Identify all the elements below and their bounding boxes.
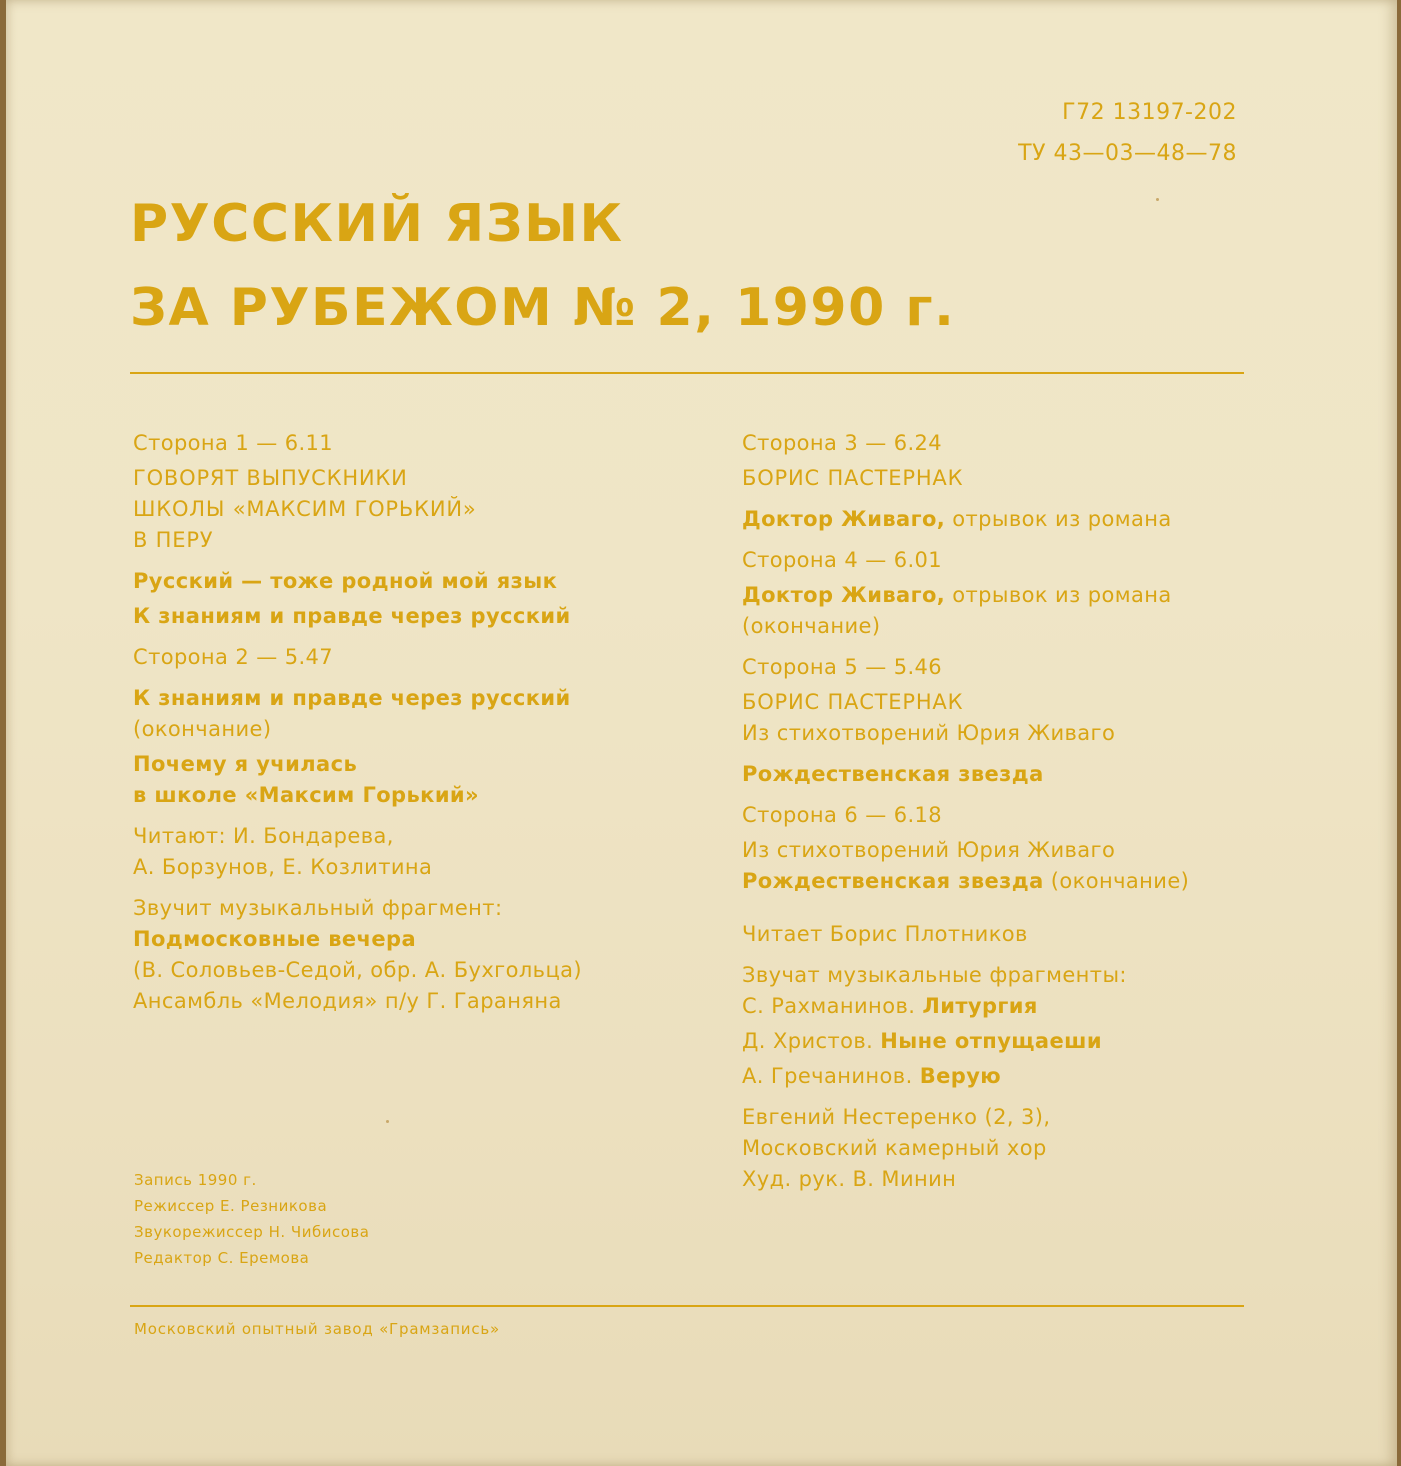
side-6-label: Сторона 6 — 6.18 [742, 803, 943, 827]
poems-from: Из стихотворений Юрия Живаго [742, 721, 1116, 745]
author-2: БОРИС ПАСТЕРНАК [742, 690, 964, 714]
ensemble: Ансамбль «Мелодия» п/у Г. Гараняна [133, 989, 562, 1013]
music-2-title: Ныне отпущаеши [880, 1029, 1102, 1053]
music-title: Подмосковные вечера [133, 927, 417, 951]
track-3-note: (окончание) [133, 717, 272, 741]
side-2-label: Сторона 2 — 5.47 [133, 645, 334, 669]
music-1-title: Литургия [922, 994, 1038, 1018]
poem-2: Рождественская звезда [742, 869, 1044, 893]
readers-line-1: Читают: И. Бондарева, [133, 824, 394, 848]
reader: Читает Борис Плотников [742, 922, 1028, 946]
production-credits [134, 1167, 369, 1271]
side-5-label: Сторона 5 — 5.46 [742, 655, 943, 679]
title-line-2: ЗА РУБЕЖОМ № 2, 1990 г. [130, 278, 956, 338]
author-1: БОРИС ПАСТЕРНАК [742, 466, 964, 490]
work-2-title: Доктор Живаго, [742, 583, 946, 607]
music-3-author: А. Гречанинов. [742, 1064, 920, 1088]
bottom-divider [130, 1305, 1244, 1307]
work-2-note: отрывок из романа [945, 583, 1172, 607]
side-1-label: Сторона 1 — 6.11 [133, 431, 334, 455]
sound-engineer-credit: Звукорежиссер Н. Чибисова [134, 1223, 370, 1241]
music-2-author: Д. Христов. [742, 1029, 881, 1053]
track-4-line-1: Почему я училась [133, 752, 358, 776]
performers-line-1: Евгений Нестеренко (2, 3), [742, 1105, 1051, 1129]
editor-credit: Редактор С. Еремова [134, 1249, 310, 1267]
side-1-heading-line-2: ШКОЛЫ «МАКСИМ ГОРЬКИЙ» [133, 497, 477, 521]
music-1-author: С. Рахманинов. [742, 994, 923, 1018]
catalog-number: Г72 13197-202 [1062, 100, 1237, 125]
left-column [133, 428, 693, 1017]
track-3: К знаниям и правде через русский [133, 686, 571, 710]
poem-1: Рождественская звезда [742, 762, 1044, 786]
side-1-heading-line-1: ГОВОРЯТ ВЫПУСКНИКИ [133, 466, 408, 490]
music-3-title: Верую [919, 1064, 1002, 1088]
poem-2-note: (окончание) [1043, 869, 1190, 893]
track-4-line-2: в школе «Максим Горький» [133, 783, 480, 807]
director-credit: Режиссер Е. Резникова [134, 1197, 328, 1215]
side-4-label: Сторона 4 — 6.01 [742, 548, 943, 572]
readers-line-2: А. Борзунов, Е. Козлитина [133, 855, 433, 879]
title-line-1: РУССКИЙ ЯЗЫК [130, 194, 624, 254]
top-divider [130, 372, 1244, 374]
paper-speck [386, 1120, 389, 1123]
recording-year: Запись 1990 г. [134, 1171, 257, 1189]
work-1-title: Доктор Живаго, [742, 507, 946, 531]
music-label-right: Звучат музыкальные фрагменты: [742, 963, 1127, 987]
side-1-heading-line-3: В ПЕРУ [133, 528, 214, 552]
right-column [742, 428, 1262, 1195]
performers-line-3: Худ. рук. В. Минин [742, 1167, 957, 1191]
work-2-end: (окончание) [742, 614, 881, 638]
paper-speck [1156, 198, 1159, 201]
factory-imprint: Московский опытный завод «Грамзапись» [134, 1320, 501, 1338]
technical-spec-number: ТУ 43—03—48—78 [1018, 141, 1237, 166]
track-1: Русский — тоже родной мой язык [133, 569, 558, 593]
record-sleeve-back [6, 0, 1397, 1466]
track-2: К знаниям и правде через русский [133, 604, 571, 628]
music-label: Звучит музыкальный фрагмент: [133, 896, 503, 920]
performers-line-2: Московский камерный хор [742, 1136, 1047, 1160]
music-authors: (В. Соловьев-Седой, обр. А. Бухгольца) [133, 958, 583, 982]
work-1-note: отрывок из романа [945, 507, 1172, 531]
side-3-label: Сторона 3 — 6.24 [742, 431, 943, 455]
poems-from-2: Из стихотворений Юрия Живаго [742, 838, 1116, 862]
